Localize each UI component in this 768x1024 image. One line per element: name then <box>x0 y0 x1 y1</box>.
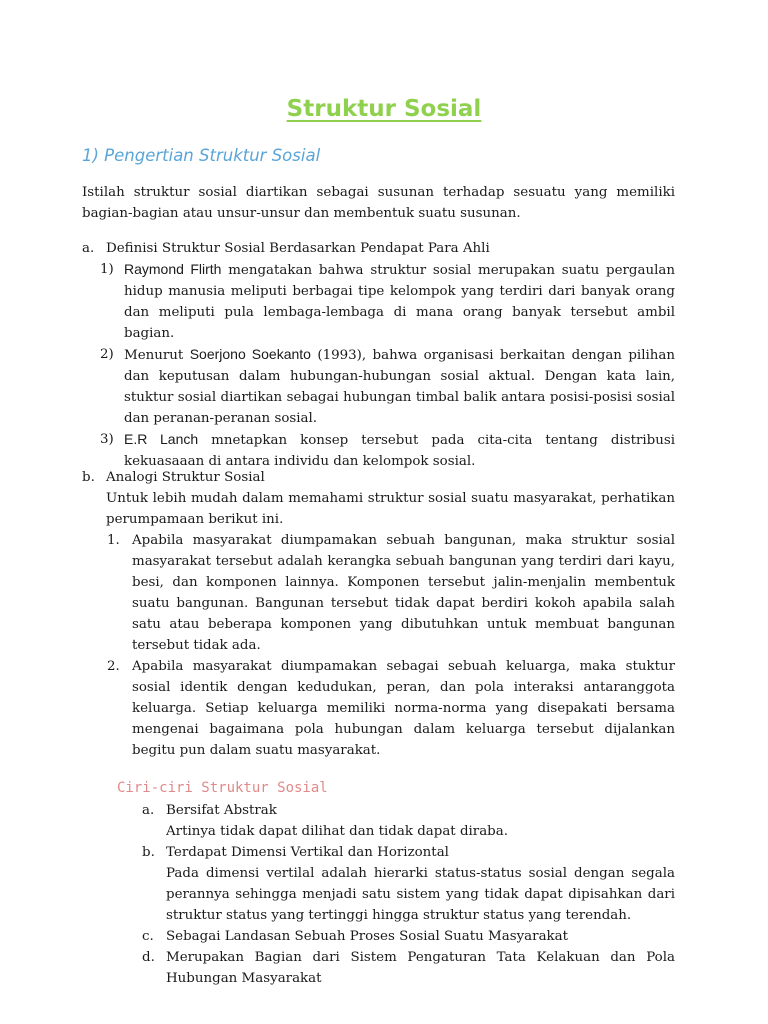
list-marker: b. <box>142 845 155 860</box>
list-item <box>82 344 675 429</box>
list-marker: b. <box>82 470 95 485</box>
subsection-a-heading-row <box>82 238 675 259</box>
list-item <box>142 842 675 926</box>
list-item-text: Apabila masyarakat diumpamakan sebuah bangunan, maka struktur sosial masyarakat tersebut adalah kerangka sebuah bangunan yang terdiri dari kayu, besi, dan komponen lainnya. Komponen tersebut jalin-menjalin membentuk suatu bangunan. Bangunan tersebut tidak dapat berdiri kokoh apabila salah satu atau beberapa komponen yang dibutuhkan untuk membuat bangunan tersebut tidak ada. <box>132 533 675 653</box>
list-item <box>142 947 675 989</box>
list-item <box>142 926 675 947</box>
list-item-text: Apabila masyarakat diumpamakan sebagai sebuah keluarga, maka stuktur sosial identik dengan kedudukan, peran, dan pola interaksi antaranggota keluarga. Setiap keluarga memiliki norma-norma yang disepakati bersama mengenai bagaimana pola hubungan dalam keluarga tersebut dijalankan begitu pun dalam suatu masyarakat. <box>132 659 675 758</box>
subsection-a-heading: Definisi Struktur Sosial Berdasarkan Pendapat Para Ahli <box>106 241 490 256</box>
subsection-b-intro: Untuk lebih mudah dalam memahami struktur sosial suatu masyarakat, perhatikan perumpamaan berikut ini. <box>106 491 675 527</box>
list-item-text <box>166 800 675 842</box>
list-item-text: Sebagai Landasan Sebuah Proses Sosial Suatu Masyarakat <box>166 929 569 944</box>
list-marker: d. <box>142 950 155 965</box>
list-item-text <box>124 259 675 344</box>
subsection-b-heading-row <box>82 467 675 488</box>
list-item <box>82 656 675 761</box>
list-marker: 3) <box>100 432 114 447</box>
item-body: mnetapkan konsep tersebut pada cita-cita tentang distribusi kekuasaaan di antara individu dan kelompok sosial. <box>124 433 675 469</box>
expert-name: E.R Lanch <box>124 431 199 447</box>
list-item <box>82 429 675 472</box>
list-item-text <box>124 344 675 429</box>
list-marker: c. <box>142 929 154 944</box>
list-marker: a. <box>82 241 95 256</box>
ciri-list <box>142 800 675 989</box>
list-marker: 1. <box>107 533 120 548</box>
item-title: Terdapat Dimensi Vertikal dan Horizontal <box>166 845 449 860</box>
list-item <box>142 800 675 842</box>
list-marker: a. <box>142 803 155 818</box>
item-body: (1993), bahwa organisasi berkaitan dengan pilihan dan keputusan dalam hubungan-hubungan sosial aktual. Dengan kata lain, stuktur sosial diartikan sebagai hubungan timbal balik antara posisi-posisi sosial dan peranan-peranan sosial. <box>124 348 675 426</box>
list-marker: 2) <box>100 347 114 362</box>
list-item-text: Merupakan Bagian dari Sistem Pengaturan Tata Kelakuan dan Pola Hubungan Masyarakat <box>166 950 675 986</box>
list-item <box>82 530 675 656</box>
item-body: mengatakan bahwa struktur sosial merupakan suatu pergaulan hidup manusia meliputi berbagai tipe kelompok yang terdiri dari banyak orang dan meliputi pula lembaga-lembaga di mana orang banyak tersebut ambil bagian. <box>124 263 675 341</box>
subsection-b <box>82 467 675 761</box>
list-item-text <box>166 842 675 926</box>
item-desc: Pada dimensi vertilal adalah hierarki status-status sosial dengan segala perannya sehingga menjadi satu sistem yang tidak dapat dipisahkan dari struktur status yang tertinggi hingga struktur status yang terendah. <box>166 866 675 923</box>
list-item <box>82 259 675 344</box>
subsection-a <box>82 238 675 472</box>
item-desc: Artinya tidak dapat dilihat dan tidak dapat diraba. <box>166 824 508 839</box>
document-title: Struktur Sosial <box>286 96 482 122</box>
list-item-text <box>124 429 675 472</box>
intro-paragraph: Istilah struktur sosial diartikan sebagai susunan terhadap sesuatu yang memiliki bagian-bagian atau unsur-unsur dan membentuk suatu susunan. <box>82 185 675 221</box>
expert-name: Raymond Flirth <box>124 261 222 277</box>
item-prefix: Menurut <box>124 348 190 363</box>
item-title: Bersifat Abstrak <box>166 803 277 818</box>
list-marker: 1) <box>100 262 114 277</box>
section-heading-pengertian: 1) Pengertian Struktur Sosial <box>82 146 321 165</box>
section-heading-ciri: Ciri-ciri Struktur Sosial <box>117 780 328 796</box>
list-marker: 2. <box>107 659 120 674</box>
subsection-b-heading: Analogi Struktur Sosial <box>106 470 265 485</box>
expert-name: Soerjono Soekanto <box>189 346 311 362</box>
